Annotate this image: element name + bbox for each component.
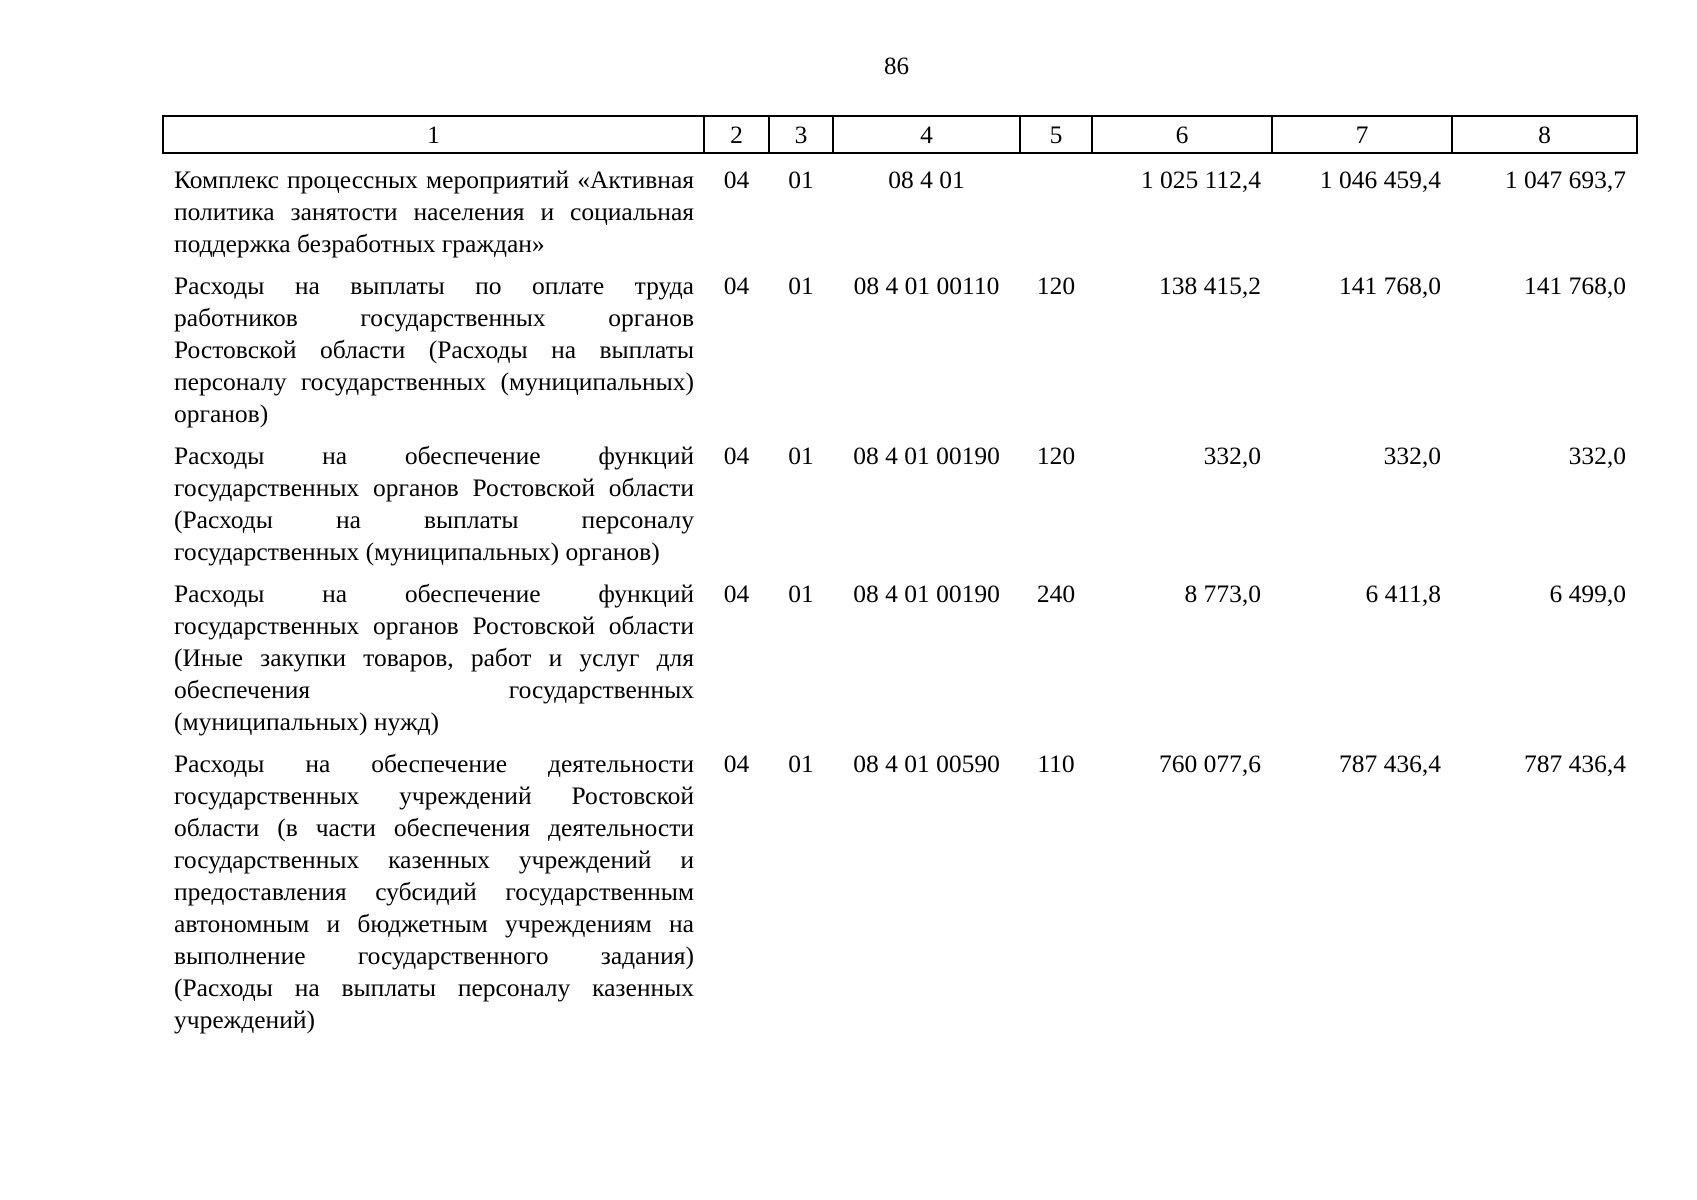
row-description: Расходы на выплаты по оплате труда работников государственных органов Ростовской области (Расходы на выплаты персоналу государственных (муниципальных) органов): [174, 271, 694, 428]
cell-amount-col8: 1 047 693,7: [1504, 165, 1626, 194]
row-description: Расходы на обеспечение функций государственных органов Ростовской области (Расходы на выплаты персоналу государственных (муниципальных) органов): [174, 441, 694, 566]
cell-amount-col6: 760 077,6: [1159, 749, 1261, 778]
column-header: 8: [1452, 116, 1637, 153]
column-header: 6: [1092, 116, 1272, 153]
table-row: [163, 260, 1637, 430]
column-header: 5: [1020, 116, 1092, 153]
cell-amount-col8: 141 768,0: [1524, 271, 1626, 300]
row-description: Комплекс процессных мероприятий «Активная политика занятости населения и социальная поддержка безработных граждан»: [174, 165, 694, 258]
cell-amount-col8: 332,0: [1568, 441, 1626, 470]
column-header: 7: [1272, 116, 1452, 153]
cell-amount-col8: 787 436,4: [1524, 749, 1626, 778]
cell-subsection: 01: [788, 271, 814, 300]
table-row: [163, 153, 1637, 260]
cell-amount-col7: 6 411,8: [1365, 579, 1441, 608]
cell-section: 04: [723, 441, 750, 470]
cell-amount-col7: 141 768,0: [1339, 271, 1441, 300]
cell-section: 04: [723, 271, 750, 300]
cell-expense-type: 240: [1036, 579, 1076, 608]
cell-subsection: 01: [788, 165, 814, 194]
cell-section: 04: [723, 165, 750, 194]
cell-amount-col8: 6 499,0: [1549, 579, 1626, 608]
column-header: 4: [833, 116, 1020, 153]
cell-section: 04: [723, 579, 750, 608]
cell-target-article: 08 4 01 00590: [853, 749, 1000, 778]
cell-expense-type: 120: [1036, 441, 1076, 470]
table-header-row: [163, 116, 1637, 153]
cell-amount-col7: 332,0: [1383, 441, 1441, 470]
cell-amount-col6: 332,0: [1203, 441, 1261, 470]
cell-subsection: 01: [788, 441, 814, 470]
column-header: 3: [769, 116, 833, 153]
cell-target-article: 08 4 01 00190: [853, 441, 1000, 470]
row-description: Расходы на обеспечение функций государственных органов Ростовской области (Иные закупки товаров, работ и услуг для обеспечения государственных (муниципальных) нужд): [174, 579, 694, 736]
column-header: 2: [704, 116, 769, 153]
cell-amount-col7: 787 436,4: [1339, 749, 1441, 778]
budget-table: [162, 115, 1638, 1036]
cell-expense-type: [1020, 153, 1092, 260]
cell-target-article: 08 4 01 00110: [853, 271, 1000, 300]
cell-expense-type: 120: [1036, 271, 1076, 300]
cell-amount-col6: 8 773,0: [1184, 579, 1261, 608]
cell-section: 04: [723, 749, 750, 778]
cell-expense-type: 110: [1037, 749, 1075, 778]
cell-target-article: 08 4 01: [888, 165, 965, 194]
cell-amount-col7: 1 046 459,4: [1319, 165, 1441, 194]
cell-target-article: 08 4 01 00190: [853, 579, 1000, 608]
table-row: [163, 430, 1637, 568]
cell-subsection: 01: [788, 749, 814, 778]
column-header: 1: [163, 116, 704, 153]
cell-subsection: 01: [788, 579, 814, 608]
table-row: [163, 738, 1637, 1036]
table-row: [163, 568, 1637, 738]
row-description: Расходы на обеспечение деятельности государственных учреждений Ростовской области (в части обеспечения деятельности государственных казенных учреждений и предоставления субсидий государственным автономным и бюджетным учреждениям на выполнение государственного задания) (Расходы на выплаты персоналу казенных учреждений): [174, 749, 694, 1034]
page-number: 86: [884, 53, 909, 80]
cell-amount-col6: 1 025 112,4: [1140, 165, 1261, 194]
cell-amount-col6: 138 415,2: [1159, 271, 1261, 300]
